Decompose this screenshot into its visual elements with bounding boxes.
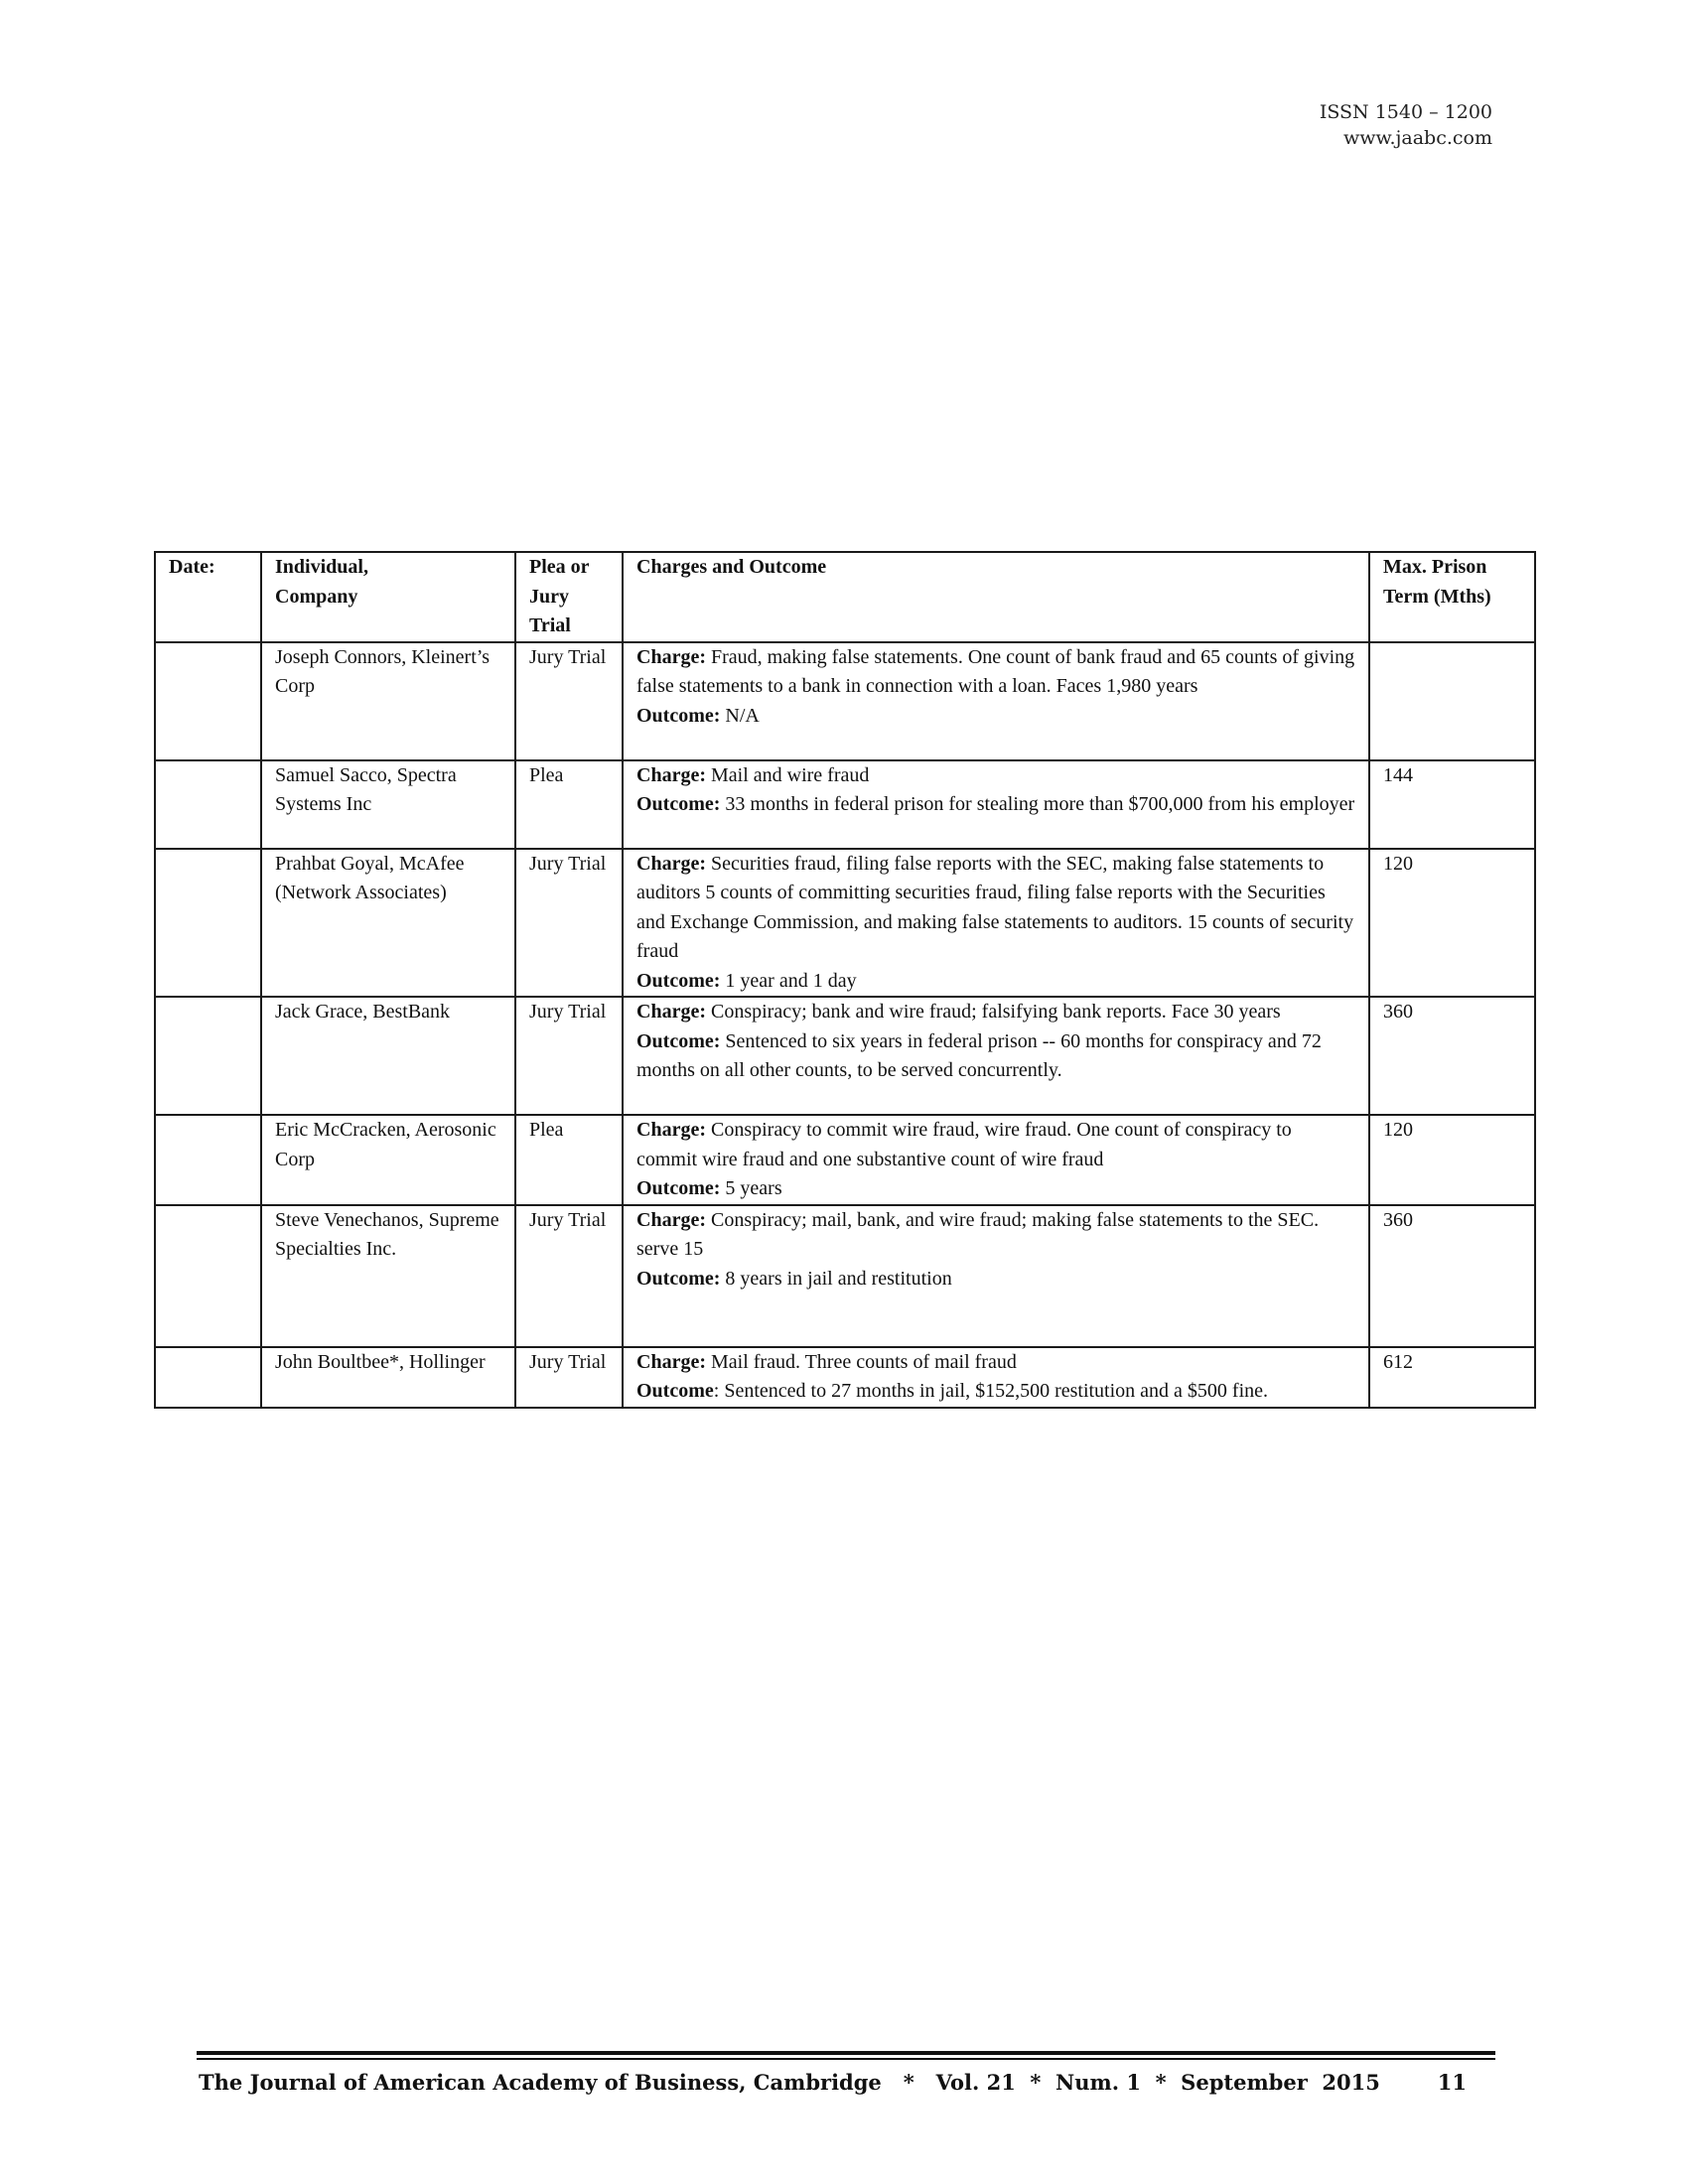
cell-individual: Prahbat Goyal, McAfee (Network Associates) — [261, 849, 515, 998]
cell-charges — [623, 642, 1369, 760]
outcome-label: Outcome: — [636, 1267, 721, 1290]
footer-rule-thin — [197, 2058, 1495, 2060]
cell-individual: Samuel Sacco, Spectra Systems Inc — [261, 760, 515, 849]
cell-individual: John Boultbee*, Hollinger — [261, 1347, 515, 1408]
charge-text: Conspiracy to commit wire fraud, wire fraud. One count of conspiracy to commit wire fraud and one substantive count of wire fraud — [636, 1119, 1292, 1170]
outcome-text: N/A — [720, 704, 760, 727]
header-individual-line: Individual, — [275, 556, 368, 578]
cell-date — [155, 1205, 261, 1347]
header-date — [155, 552, 261, 642]
cell-plea: Plea — [515, 760, 623, 849]
outcome-text: 1 year and 1 day — [720, 969, 857, 992]
table-row — [155, 760, 1535, 849]
outcome-label: Outcome: — [636, 969, 721, 992]
charge-text: Mail and wire fraud — [705, 763, 870, 786]
cell-plea: Plea — [515, 1115, 623, 1205]
cell-date — [155, 642, 261, 760]
charge-text: Conspiracy; bank and wire fraud; falsifying bank reports. Face 30 years — [705, 1001, 1281, 1023]
journal-citation: The Journal of American Academy of Business, Cambridge * Vol. 21 * Num. 1 * September 2015 — [199, 2070, 1380, 2095]
charge-text: Mail fraud. Three counts of mail fraud — [705, 1350, 1017, 1373]
outcome-label: Outcome: — [636, 1029, 721, 1052]
charge-label: Charge: — [636, 1208, 706, 1231]
cell-date — [155, 760, 261, 849]
cell-plea: Jury Trial — [515, 997, 623, 1115]
charge-line — [636, 850, 1355, 967]
page-number: 11 — [1437, 2070, 1467, 2095]
charge-label: Charge: — [636, 1001, 706, 1023]
cell-date — [155, 849, 261, 998]
table-row — [155, 997, 1535, 1115]
table-row — [155, 1205, 1535, 1347]
charge-line — [636, 1116, 1355, 1174]
outcome-line — [636, 790, 1355, 820]
outcome-label: Outcome: — [636, 1177, 721, 1199]
header-max-term — [1369, 552, 1535, 642]
charge-label: Charge: — [636, 763, 706, 786]
outcome-label: Outcome: — [636, 793, 721, 815]
charge-text: Securities fraud, filing false reports with the SEC, making false statements to auditors 5 counts of committing securities fraud, filing false reports with the Securities and Exchange Commission, and making false statements to auditors. 15 counts of security fraud — [636, 852, 1354, 962]
cell-date — [155, 1347, 261, 1408]
charge-line — [636, 761, 1355, 791]
outcome-line — [636, 1377, 1355, 1407]
fraud-cases-table — [154, 551, 1536, 1409]
footer-rule-thick — [197, 2051, 1495, 2055]
cell-charges — [623, 849, 1369, 998]
header-charges — [623, 552, 1369, 642]
header-plea-line: Plea or — [529, 556, 590, 578]
cell-max-term: 612 — [1369, 1347, 1535, 1408]
charge-label: Charge: — [636, 645, 706, 668]
outcome-label: Outcome: — [636, 704, 721, 727]
cell-date — [155, 997, 261, 1115]
cell-max-term: 120 — [1369, 849, 1535, 998]
table-row — [155, 1347, 1535, 1408]
charge-text: Conspiracy; mail, bank, and wire fraud; making false statements to the SEC. serve 15 — [636, 1208, 1320, 1260]
header-plea-line: Jury — [529, 585, 569, 608]
charge-line — [636, 1348, 1355, 1378]
header-plea-line: Trial — [529, 614, 571, 636]
cell-plea: Jury Trial — [515, 849, 623, 998]
page-header — [1320, 99, 1492, 151]
outcome-line — [636, 967, 1355, 997]
outcome-text: : Sentenced to 27 months in jail, $152,500 restitution and a $500 fine. — [713, 1380, 1269, 1402]
header-plea — [515, 552, 623, 642]
cell-max-term: 360 — [1369, 1205, 1535, 1347]
cell-max-term — [1369, 642, 1535, 760]
cell-plea: Jury Trial — [515, 1205, 623, 1347]
outcome-text: 8 years in jail and restitution — [720, 1267, 952, 1290]
outcome-line — [636, 1265, 1355, 1295]
issn-number: ISSN 1540 – 1200 — [1319, 101, 1492, 123]
table-row — [155, 849, 1535, 998]
cell-charges — [623, 997, 1369, 1115]
cell-charges — [623, 1205, 1369, 1347]
table-row — [155, 1115, 1535, 1205]
cell-charges — [623, 1347, 1369, 1408]
charge-line — [636, 998, 1355, 1027]
outcome-text: 33 months in federal prison for stealing more than $700,000 from his employer — [720, 793, 1355, 815]
outcome-line — [636, 702, 1355, 732]
table-row — [155, 642, 1535, 760]
header-date-label: Date: — [169, 556, 215, 578]
charge-label: Charge: — [636, 852, 706, 875]
cell-charges — [623, 760, 1369, 849]
charge-line — [636, 1206, 1355, 1265]
cell-plea: Jury Trial — [515, 1347, 623, 1408]
cell-individual: Jack Grace, BestBank — [261, 997, 515, 1115]
cell-max-term: 144 — [1369, 760, 1535, 849]
outcome-text: 5 years — [720, 1177, 782, 1199]
charge-label: Charge: — [636, 1350, 706, 1373]
outcome-label: Outcome — [636, 1380, 714, 1402]
outcome-text: Sentenced to six years in federal prison -- 60 months for conspiracy and 72 months on all other counts, to be served concurrently. — [636, 1029, 1322, 1081]
cell-date — [155, 1115, 261, 1205]
header-charges-label: Charges and Outcome — [636, 556, 827, 578]
header-max-term-line: Max. Prison — [1383, 556, 1487, 578]
outcome-line — [636, 1174, 1355, 1204]
header-individual-line: Company — [275, 585, 358, 608]
cell-individual: Steve Venechanos, Supreme Specialties Inc. — [261, 1205, 515, 1347]
cell-max-term: 120 — [1369, 1115, 1535, 1205]
charge-label: Charge: — [636, 1119, 706, 1141]
charge-line — [636, 643, 1355, 702]
website-url: www.jaabc.com — [1342, 127, 1492, 149]
outcome-line — [636, 1027, 1355, 1086]
cell-charges — [623, 1115, 1369, 1205]
charge-text: Fraud, making false statements. One count of bank fraud and 65 counts of giving false statements to a bank in connection with a loan. Faces 1,980 years — [636, 645, 1355, 697]
cell-max-term: 360 — [1369, 997, 1535, 1115]
header-max-term-line: Term (Mths) — [1383, 585, 1491, 608]
cell-individual: Joseph Connors, Kleinert’s Corp — [261, 642, 515, 760]
table-header-row — [155, 552, 1535, 642]
cell-plea: Jury Trial — [515, 642, 623, 760]
header-individual — [261, 552, 515, 642]
cell-individual: Eric McCracken, Aerosonic Corp — [261, 1115, 515, 1205]
